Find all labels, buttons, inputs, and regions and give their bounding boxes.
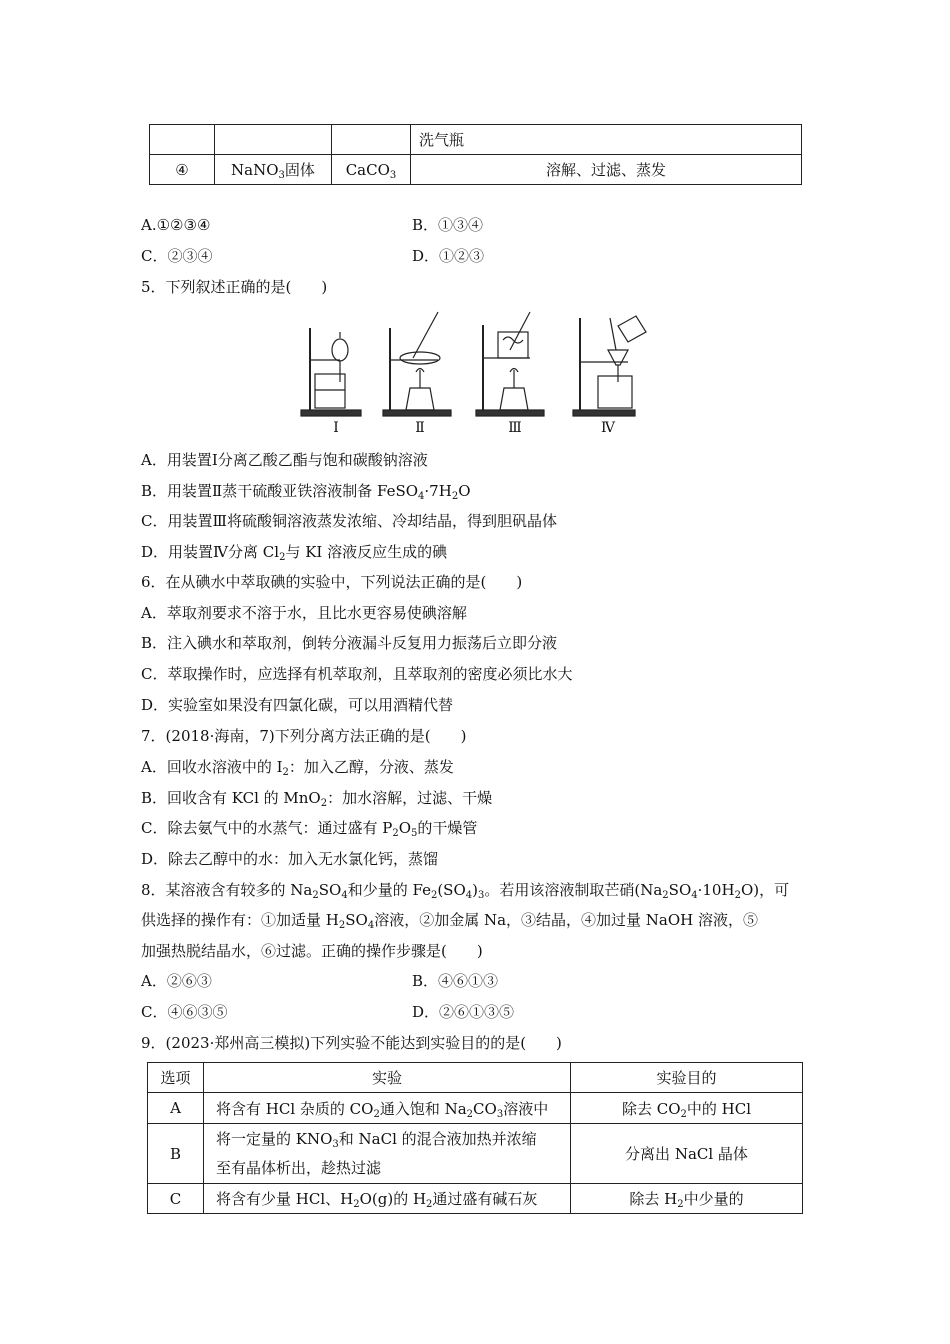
table-cell-goal bbox=[571, 1093, 803, 1124]
q9-stem bbox=[141, 1031, 562, 1055]
subscript: 4 bbox=[465, 890, 473, 901]
option-text: C．④⑥③⑤ bbox=[141, 1003, 228, 1021]
q6-option-c bbox=[141, 662, 572, 686]
subscript: 2 bbox=[279, 552, 286, 563]
cell-line bbox=[216, 1125, 570, 1154]
cell-line: 至有晶体析出，趁热过滤 bbox=[216, 1158, 382, 1177]
figure-label-1: Ⅰ bbox=[333, 420, 339, 436]
option-text: O bbox=[458, 482, 471, 500]
apparatus-separatory-funnel bbox=[301, 328, 361, 416]
cell-text: 将含有 HCl 杂质的 CO bbox=[216, 1099, 374, 1118]
question-text: 溶液，②加金属 Na，③结晶，④加过量 NaOH 溶液，⑤ bbox=[374, 911, 759, 929]
cell-text: 洗气瓶 bbox=[419, 131, 465, 149]
subscript: 4 bbox=[691, 890, 698, 901]
figure-label-4: Ⅳ bbox=[601, 420, 615, 436]
option-text: B．注入碘水和萃取剂，倒转分液漏斗反复用力振荡后立即分液 bbox=[141, 634, 558, 652]
table-cell-experiment bbox=[204, 1124, 571, 1184]
q7-option-a bbox=[141, 755, 454, 779]
q6-stem bbox=[141, 570, 522, 594]
cell-text: NaNO bbox=[231, 161, 279, 179]
question-text: 和少量的 Fe bbox=[347, 881, 431, 899]
table-cell-goal bbox=[571, 1184, 803, 1214]
subscript: 2 bbox=[662, 890, 669, 901]
question-text: ·10H bbox=[697, 881, 735, 899]
option-text: B．用装置Ⅱ蒸干硫酸亚铁溶液制备 FeSO bbox=[141, 482, 419, 500]
cell-text: 通过盛有碱石灰 bbox=[432, 1190, 538, 1208]
question-text: (SO bbox=[437, 881, 466, 899]
option-text: D．用装置Ⅳ分离 Cl bbox=[141, 543, 280, 561]
q4-option-d bbox=[412, 244, 484, 268]
q6-option-b bbox=[141, 631, 557, 655]
option-text: D．①②③ bbox=[412, 247, 485, 265]
subscript: 4 bbox=[418, 491, 425, 502]
q7-option-b bbox=[141, 786, 492, 810]
subscript: 2 bbox=[392, 828, 399, 839]
q8-option-a bbox=[141, 969, 212, 993]
figure-label-3: Ⅲ bbox=[508, 420, 522, 436]
subscript: 2 bbox=[312, 890, 319, 901]
q8-option-c bbox=[141, 1000, 227, 1024]
subscript: 5 bbox=[411, 828, 418, 839]
cell-text: 和 NaCl 的混合液加热并浓缩 bbox=[338, 1129, 537, 1148]
top-table-cell bbox=[150, 155, 215, 185]
q5-option-d bbox=[141, 540, 447, 564]
table-cell-option bbox=[148, 1093, 204, 1124]
top-table bbox=[149, 124, 802, 185]
option-text: C．用装置Ⅲ将硫酸铜溶液蒸发浓缩、冷却结晶，得到胆矾晶体 bbox=[141, 512, 557, 530]
q7-stem bbox=[141, 724, 466, 748]
option-text: D．②⑥①③⑤ bbox=[412, 1003, 515, 1021]
question-text: 8．某溶液含有较多的 Na bbox=[141, 881, 313, 899]
question-text: SO bbox=[318, 881, 342, 899]
top-table-cell bbox=[215, 125, 332, 155]
option-text: 与 KI 溶液反应生成的碘 bbox=[285, 543, 448, 561]
q5-option-c bbox=[141, 509, 557, 533]
figure-label-2: Ⅱ bbox=[415, 420, 425, 436]
option-text: A．回收水溶液中的 I bbox=[141, 758, 283, 776]
q5-stem bbox=[141, 275, 327, 299]
cell-text: 溶液中 bbox=[503, 1099, 549, 1118]
subscript: 3 bbox=[332, 1138, 339, 1150]
cell-text: O(g)的 H bbox=[359, 1190, 427, 1208]
cell-text: 溶解、过滤、蒸发 bbox=[545, 161, 666, 179]
top-table-cell bbox=[332, 155, 411, 185]
cell-text: CaCO bbox=[345, 160, 390, 179]
header-text: 选项 bbox=[160, 1069, 191, 1087]
table-cell-option bbox=[148, 1184, 204, 1214]
option-text: D．除去乙醇中的水：加入无水氯化钙，蒸馏 bbox=[141, 850, 439, 868]
cell-text: 分离出 NaCl 晶体 bbox=[625, 1145, 748, 1163]
cell-text: B bbox=[169, 1144, 182, 1163]
q4-option-c bbox=[141, 244, 212, 268]
option-text: ：加水溶解，过滤、干燥 bbox=[327, 789, 493, 807]
subscript: 3 bbox=[389, 169, 397, 181]
subscript: 3 bbox=[478, 890, 485, 901]
option-text: B．回收含有 KCl 的 MnO bbox=[141, 789, 321, 807]
top-table-cell bbox=[411, 155, 802, 185]
table-header-option bbox=[148, 1063, 204, 1093]
option-text: A.①②③④ bbox=[141, 216, 211, 234]
q8-option-b bbox=[412, 969, 498, 993]
top-table-cell bbox=[332, 125, 411, 155]
subscript: 2 bbox=[680, 1108, 687, 1120]
subscript: 4 bbox=[367, 920, 375, 931]
apparatus-crystallization bbox=[476, 312, 544, 416]
table-cell-experiment bbox=[204, 1093, 571, 1124]
subscript: 4 bbox=[341, 890, 348, 901]
subscript: 3 bbox=[278, 170, 285, 181]
option-text: C．②③④ bbox=[141, 247, 213, 265]
table-header-goal bbox=[571, 1063, 803, 1093]
top-table-cell bbox=[411, 125, 802, 155]
question-text: SO bbox=[345, 911, 368, 929]
option-text: A．用装置Ⅰ分离乙酸乙酯与饱和碳酸钠溶液 bbox=[141, 451, 428, 469]
subscript: 3 bbox=[496, 1108, 504, 1120]
subscript: 2 bbox=[430, 890, 438, 901]
option-text: D．实验室如果没有四氯化碳，可以用酒精代替 bbox=[141, 696, 454, 714]
option-text: A．②⑥③ bbox=[141, 972, 212, 990]
q7-option-d bbox=[141, 847, 438, 871]
subscript: 2 bbox=[677, 1199, 684, 1210]
question-text: 供选择的操作有：①加适量 H bbox=[141, 911, 339, 929]
option-text: B．①③④ bbox=[412, 216, 484, 234]
subscript: 2 bbox=[451, 491, 459, 502]
question-text: 加强热脱结晶水，⑥过滤。正确的操作步骤是( ) bbox=[141, 942, 483, 960]
option-text: C．萃取操作时，应选择有机萃取剂，且萃取剂的密度必须比水大 bbox=[141, 665, 573, 683]
q5-option-b bbox=[141, 479, 471, 503]
option-text: ：加入乙醇，分液、蒸发 bbox=[288, 758, 454, 776]
subscript: 2 bbox=[338, 920, 346, 931]
cell-text: 通入饱和 Na bbox=[379, 1099, 467, 1118]
apparatus-figure bbox=[298, 310, 658, 420]
option-text: 的干燥管 bbox=[417, 819, 478, 837]
cell-text: 中的 HCl bbox=[686, 1099, 752, 1118]
cell-text: A bbox=[170, 1099, 181, 1117]
question-text: 5．下列叙述正确的是( ) bbox=[141, 278, 328, 296]
cell-text: 将一定量的 KNO bbox=[216, 1129, 333, 1148]
question-text: ) bbox=[472, 881, 478, 899]
cell-text: ④ bbox=[175, 160, 189, 179]
q9-table bbox=[147, 1062, 803, 1214]
q6-option-a bbox=[141, 601, 467, 625]
subscript: 2 bbox=[734, 890, 741, 901]
q6-option-d bbox=[141, 693, 453, 717]
subscript: 2 bbox=[320, 798, 328, 809]
question-text: 。若用该溶液制取芒硝(Na bbox=[484, 881, 663, 899]
apparatus-evaporation-dish bbox=[383, 312, 451, 416]
cell-text: 除去 H bbox=[629, 1190, 678, 1208]
subscript: 2 bbox=[466, 1108, 474, 1120]
cell-text: 除去 CO bbox=[621, 1099, 681, 1118]
option-text: O bbox=[398, 819, 412, 837]
option-text: ·7H bbox=[424, 482, 452, 500]
subscript: 2 bbox=[353, 1199, 360, 1210]
option-text: B．④⑥①③ bbox=[412, 972, 499, 990]
question-text: O)，可 bbox=[740, 881, 790, 899]
q4-option-a bbox=[141, 213, 210, 237]
question-text: SO bbox=[668, 881, 692, 899]
header-text: 实验 bbox=[371, 1069, 402, 1087]
table-cell-goal bbox=[571, 1124, 803, 1184]
table-cell-option bbox=[148, 1124, 204, 1184]
table-cell-experiment bbox=[204, 1184, 571, 1214]
q8-stem-line-1 bbox=[141, 878, 789, 902]
q4-option-b bbox=[412, 213, 483, 237]
cell-text: 固体 bbox=[284, 161, 315, 179]
subscript: 2 bbox=[373, 1108, 380, 1120]
q5-option-a bbox=[141, 448, 428, 472]
question-text: 7．(2018·海南，7)下列分离方法正确的是( ) bbox=[141, 727, 467, 745]
header-text: 实验目的 bbox=[656, 1069, 717, 1087]
question-text: 9．(2023·郑州高三模拟)下列实验不能达到实验目的的是( ) bbox=[141, 1034, 562, 1052]
table-header-experiment bbox=[204, 1063, 571, 1093]
subscript: 2 bbox=[426, 1199, 433, 1210]
q8-option-d bbox=[412, 1000, 514, 1024]
q7-option-c bbox=[141, 816, 477, 840]
cell-text: CO bbox=[473, 1099, 497, 1118]
cell-text: C bbox=[169, 1189, 182, 1208]
cell-text: 中少量的 bbox=[683, 1190, 744, 1208]
top-table-cell bbox=[150, 125, 215, 155]
question-text: 6．在从碘水中萃取碘的实验中，下列说法正确的是( ) bbox=[141, 573, 523, 591]
option-text: A．萃取剂要求不溶于水，且比水更容易使碘溶解 bbox=[141, 604, 467, 622]
q8-stem-line-2 bbox=[141, 908, 758, 932]
option-text: C．除去氨气中的水蒸气：通过盛有 P bbox=[141, 819, 393, 837]
q8-stem-line-3 bbox=[141, 939, 483, 963]
cell-text: 将含有少量 HCl、H bbox=[216, 1190, 354, 1208]
subscript: 2 bbox=[282, 767, 289, 778]
apparatus-filtration bbox=[573, 316, 646, 416]
top-table-cell bbox=[215, 155, 332, 185]
